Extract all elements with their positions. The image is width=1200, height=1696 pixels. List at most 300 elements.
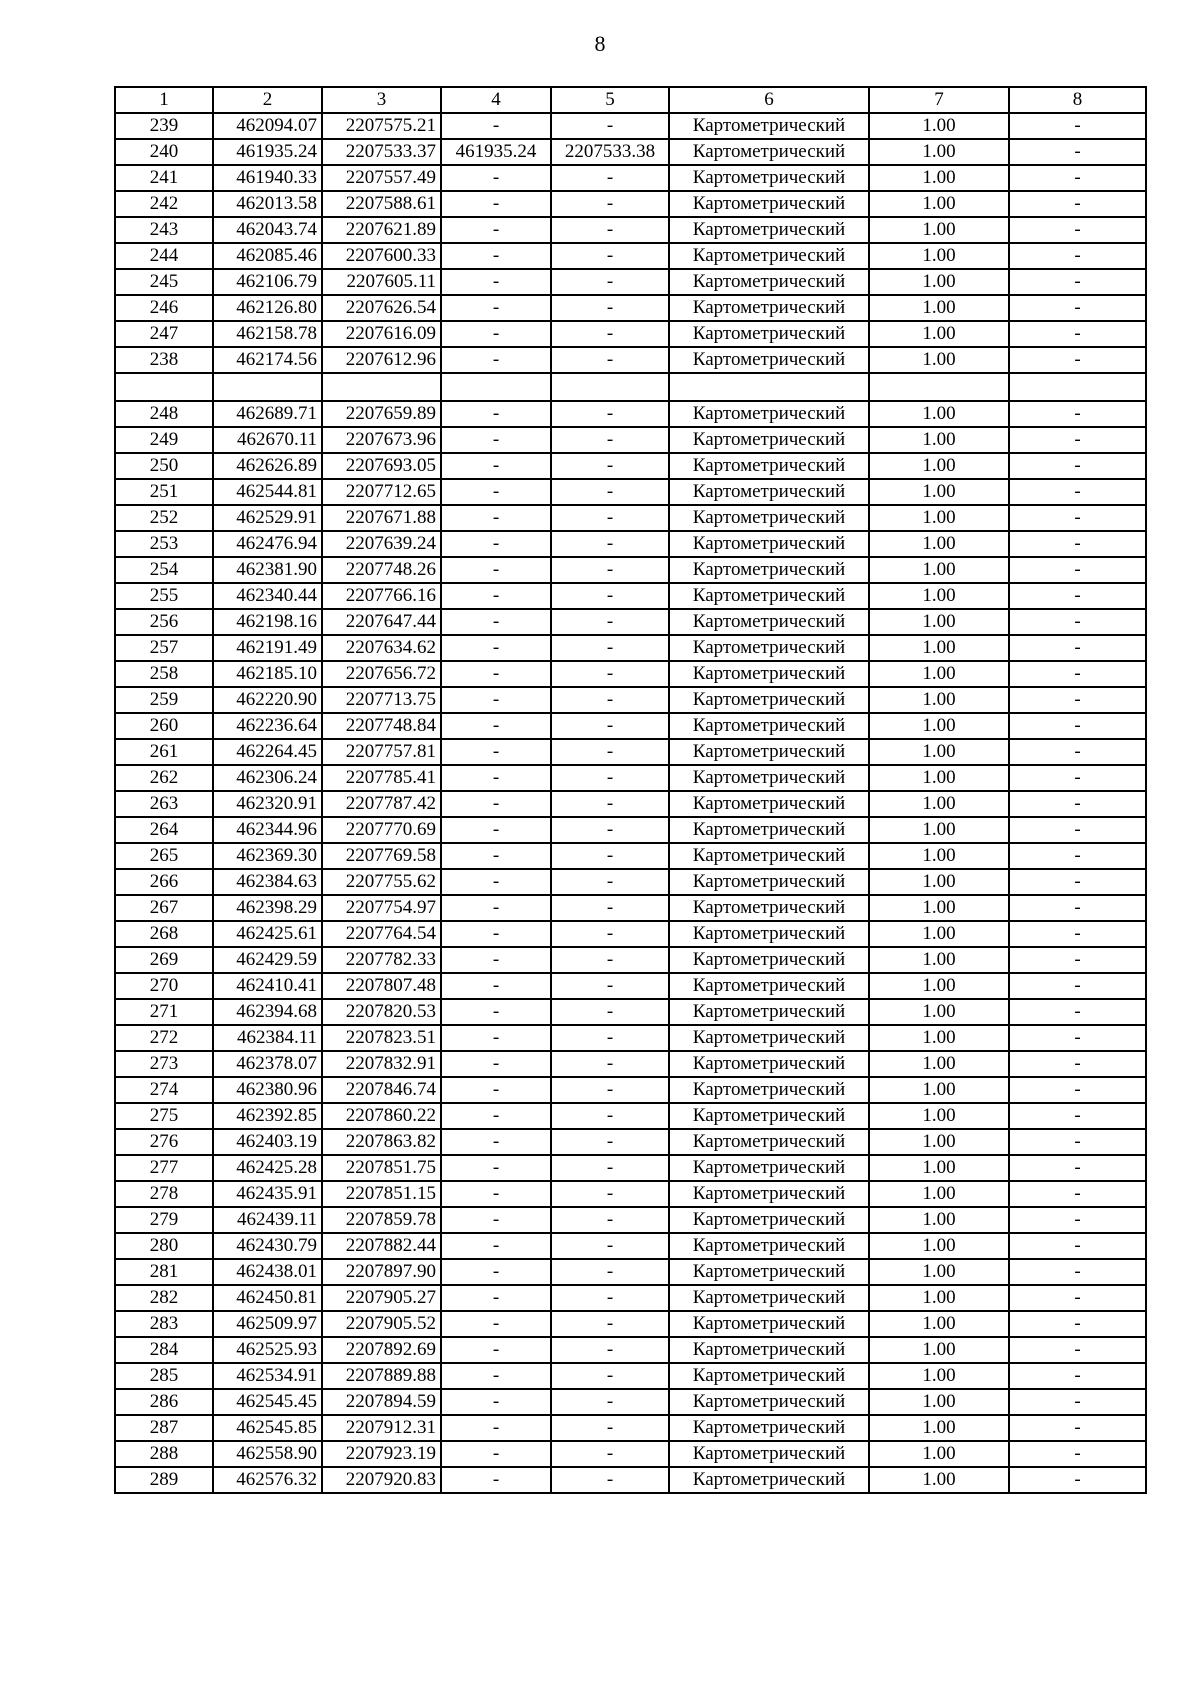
table-row [115,269,1146,295]
table-cell-col-5: - [551,505,669,531]
table-cell-col-3: 2207912.31 [322,1415,441,1441]
table-cell-col-6: Картометрический [669,1129,869,1155]
table-cell-col-5: - [551,243,669,269]
table-cell-col-6: Картометрический [669,1441,869,1467]
table-cell-col-3: 2207807.48 [322,973,441,999]
table-cell-col-4: - [441,1077,551,1103]
table-cell-col-7: 1.00 [869,295,1009,321]
table-cell-col-4: - [441,401,551,427]
table-cell-col-1: 285 [115,1363,213,1389]
table-cell-col-5: - [551,1337,669,1363]
table-cell-col-8: - [1009,531,1146,557]
column-header-4: 4 [441,87,551,113]
table-cell-col-1: 267 [115,895,213,921]
table-cell-col-6: Картометрический [669,453,869,479]
table-row [115,1259,1146,1285]
table-cell-col-2: 462106.79 [213,269,322,295]
table-row [115,869,1146,895]
table-cell-col-7: 1.00 [869,1337,1009,1363]
table-cell-col-5: - [551,661,669,687]
table-cell-col-5: - [551,713,669,739]
table-cell-col-8: - [1009,243,1146,269]
table-cell-col-1: 272 [115,1025,213,1051]
table-cell-col-6 [669,373,869,401]
table-cell-col-8: - [1009,973,1146,999]
table-cell-col-2: 462394.68 [213,999,322,1025]
table-cell-col-8: - [1009,217,1146,243]
table-cell-col-5: - [551,791,669,817]
table-cell-col-7: 1.00 [869,1025,1009,1051]
table-cell-col-1: 242 [115,191,213,217]
table-cell-col-6: Картометрический [669,1337,869,1363]
table-cell-col-6: Картометрический [669,895,869,921]
table-cell-col-5: - [551,347,669,373]
table-cell-col-6: Картометрический [669,243,869,269]
table-cell-col-2: 462191.49 [213,635,322,661]
table-cell-col-8: - [1009,1467,1146,1493]
table-cell-col-4: - [441,557,551,583]
column-header-7: 7 [869,87,1009,113]
table-row [115,479,1146,505]
table-cell-col-4: - [441,165,551,191]
table-cell-col-1: 262 [115,765,213,791]
table-row [115,1311,1146,1337]
table-cell-col-6: Картометрический [669,947,869,973]
table-row [115,427,1146,453]
column-header-8: 8 [1009,87,1146,113]
table-cell-col-8: - [1009,1363,1146,1389]
table-cell-col-7 [869,373,1009,401]
table-cell-col-3: 2207764.54 [322,921,441,947]
table-cell-col-2: 462320.91 [213,791,322,817]
table-cell-col-1: 240 [115,139,213,165]
column-header-6: 6 [669,87,869,113]
table-cell-col-2: 462626.89 [213,453,322,479]
table-cell-col-6: Картометрический [669,713,869,739]
table-row [115,1337,1146,1363]
table-cell-col-6: Картометрический [669,869,869,895]
table-cell-col-4: - [441,347,551,373]
table-cell-col-7: 1.00 [869,401,1009,427]
table-cell-col-6: Картометрический [669,999,869,1025]
table-cell-col-4: - [441,791,551,817]
table-cell-col-2: 462545.45 [213,1389,322,1415]
table-row [115,921,1146,947]
table-cell-col-5: - [551,999,669,1025]
table-cell-col-3: 2207757.81 [322,739,441,765]
table-cell-col-4: - [441,1103,551,1129]
table-cell-col-8: - [1009,1077,1146,1103]
table-cell-col-7: 1.00 [869,817,1009,843]
table-cell-col-3: 2207782.33 [322,947,441,973]
table-cell-col-6: Картометрический [669,843,869,869]
table-cell-col-8: - [1009,661,1146,687]
table-cell-col-4: - [441,217,551,243]
table-cell-col-1: 253 [115,531,213,557]
table-cell-col-8: - [1009,479,1146,505]
table-row [115,791,1146,817]
table-cell-col-5: - [551,479,669,505]
table-cell-col-2: 462094.07 [213,113,322,139]
table-cell-col-6: Картометрический [669,1181,869,1207]
table-cell-col-3: 2207882.44 [322,1233,441,1259]
table-cell-col-2: 462236.64 [213,713,322,739]
table-cell-col-1: 268 [115,921,213,947]
table-cell-col-2: 462384.63 [213,869,322,895]
table-cell-col-7: 1.00 [869,1103,1009,1129]
table-cell-col-2: 462529.91 [213,505,322,531]
table-cell-col-6: Картометрический [669,661,869,687]
table-cell-col-7: 1.00 [869,1129,1009,1155]
table-cell-col-5: - [551,1181,669,1207]
table-cell-col-3: 2207712.65 [322,479,441,505]
table-cell-col-4: - [441,1441,551,1467]
table-cell-col-5: 2207533.38 [551,139,669,165]
table-cell-col-7: 1.00 [869,1389,1009,1415]
table-cell-col-1: 243 [115,217,213,243]
coordinates-table [114,86,1147,1494]
table-cell-col-4: - [441,817,551,843]
table-cell-col-8: - [1009,1337,1146,1363]
table-cell-col-3: 2207754.97 [322,895,441,921]
table-cell-col-4: - [441,1467,551,1493]
table-cell-col-1: 260 [115,713,213,739]
table-cell-col-4: - [441,999,551,1025]
table-cell-col-7: 1.00 [869,505,1009,531]
table-cell-col-2: 461940.33 [213,165,322,191]
table-cell-col-6: Картометрический [669,1467,869,1493]
table-cell-col-3: 2207905.27 [322,1285,441,1311]
table-cell-col-6: Картометрический [669,1363,869,1389]
table-cell-col-1: 255 [115,583,213,609]
table-cell-col-8: - [1009,1181,1146,1207]
table-row [115,609,1146,635]
table-cell-col-6: Картометрический [669,191,869,217]
table-cell-col-4: - [441,765,551,791]
column-header-1: 1 [115,87,213,113]
table-cell-col-1: 280 [115,1233,213,1259]
table-cell-col-2: 462398.29 [213,895,322,921]
table-cell-col-3: 2207859.78 [322,1207,441,1233]
table-cell-col-5: - [551,295,669,321]
table-cell-col-1: 273 [115,1051,213,1077]
table-cell-col-7: 1.00 [869,1363,1009,1389]
table-cell-col-8: - [1009,843,1146,869]
table-cell-col-6: Картометрический [669,113,869,139]
table-cell-col-3: 2207605.11 [322,269,441,295]
table-cell-col-6: Картометрический [669,687,869,713]
table-row [115,1285,1146,1311]
table-cell-col-6: Картометрический [669,921,869,947]
table-cell-col-2: 462306.24 [213,765,322,791]
table-cell-col-2: 462198.16 [213,609,322,635]
table-cell-col-4: - [441,1415,551,1441]
table-cell-col-7: 1.00 [869,895,1009,921]
table-cell-col-1: 269 [115,947,213,973]
table-cell-col-1: 241 [115,165,213,191]
table-cell-col-7: 1.00 [869,139,1009,165]
table-cell-col-5: - [551,765,669,791]
table-cell-col-5: - [551,1129,669,1155]
table-cell-col-7: 1.00 [869,1077,1009,1103]
table-cell-col-3: 2207671.88 [322,505,441,531]
table-cell-col-2: 462425.61 [213,921,322,947]
table-cell-col-3: 2207755.62 [322,869,441,895]
table-cell-col-2: 462344.96 [213,817,322,843]
table-cell-col-4: - [441,1285,551,1311]
table-cell-col-7: 1.00 [869,165,1009,191]
table-cell-col-3: 2207785.41 [322,765,441,791]
table-cell-col-3: 2207863.82 [322,1129,441,1155]
table-cell-col-3: 2207612.96 [322,347,441,373]
table-row [115,947,1146,973]
table-cell-col-3: 2207897.90 [322,1259,441,1285]
table-cell-col-4: 461935.24 [441,139,551,165]
table-cell-col-1: 284 [115,1337,213,1363]
table-row [115,217,1146,243]
table-cell-col-7: 1.00 [869,1233,1009,1259]
table-cell-col-3: 2207770.69 [322,817,441,843]
table-cell-col-3: 2207860.22 [322,1103,441,1129]
table-cell-col-1: 244 [115,243,213,269]
table-cell-col-7: 1.00 [869,1051,1009,1077]
table-cell-col-7: 1.00 [869,635,1009,661]
table-cell-col-4: - [441,269,551,295]
table-cell-col-7: 1.00 [869,973,1009,999]
table-cell-col-3: 2207600.33 [322,243,441,269]
table-cell-col-5: - [551,321,669,347]
table-cell-col-8: - [1009,609,1146,635]
table-cell-col-6: Картометрический [669,739,869,765]
table-cell-col-7: 1.00 [869,791,1009,817]
table-row [115,1077,1146,1103]
table-cell-col-2: 462185.10 [213,661,322,687]
table-cell-col-7: 1.00 [869,1259,1009,1285]
table-cell-col-5: - [551,921,669,947]
table-cell-col-2 [213,373,322,401]
table-cell-col-7: 1.00 [869,321,1009,347]
table-cell-col-3: 2207920.83 [322,1467,441,1493]
table-cell-col-1: 281 [115,1259,213,1285]
table-cell-col-3: 2207748.26 [322,557,441,583]
table-cell-col-1: 270 [115,973,213,999]
table-cell-col-1: 251 [115,479,213,505]
table-cell-col-7: 1.00 [869,609,1009,635]
table-cell-col-5: - [551,1311,669,1337]
table-cell-col-7: 1.00 [869,687,1009,713]
table-cell-col-1: 259 [115,687,213,713]
table-cell-col-2: 462509.97 [213,1311,322,1337]
table-row [115,713,1146,739]
table-cell-col-6: Картометрический [669,531,869,557]
table-cell-col-7: 1.00 [869,1415,1009,1441]
table-cell-col-8: - [1009,453,1146,479]
table-cell-col-3: 2207713.75 [322,687,441,713]
table-cell-col-3: 2207673.96 [322,427,441,453]
table-cell-col-1: 275 [115,1103,213,1129]
table-cell-col-6: Картометрический [669,817,869,843]
table-cell-col-3: 2207693.05 [322,453,441,479]
table-cell-col-6: Картометрический [669,347,869,373]
table-cell-col-7: 1.00 [869,739,1009,765]
table-cell-col-5: - [551,1103,669,1129]
table-cell-col-2: 462403.19 [213,1129,322,1155]
table-cell-col-5: - [551,1051,669,1077]
table-cell-col-5: - [551,1415,669,1441]
table-cell-col-2: 462340.44 [213,583,322,609]
table-cell-col-7: 1.00 [869,347,1009,373]
table-cell-col-7: 1.00 [869,191,1009,217]
table-cell-col-7: 1.00 [869,869,1009,895]
table-cell-col-1: 277 [115,1155,213,1181]
table-cell-col-1: 286 [115,1389,213,1415]
table-cell-col-7: 1.00 [869,1207,1009,1233]
table-row [115,895,1146,921]
table-cell-col-4: - [441,191,551,217]
table-cell-col-8: - [1009,869,1146,895]
table-cell-col-4: - [441,1233,551,1259]
table-cell-col-7: 1.00 [869,843,1009,869]
table-cell-col-4: - [441,453,551,479]
table-cell-col-8: - [1009,687,1146,713]
table-cell-col-3: 2207616.09 [322,321,441,347]
table-cell-col-6: Картометрический [669,1155,869,1181]
table-cell-col-3: 2207639.24 [322,531,441,557]
table-cell-col-2: 462576.32 [213,1467,322,1493]
table-row [115,999,1146,1025]
table-cell-col-2: 462689.71 [213,401,322,427]
table-cell-col-2: 462043.74 [213,217,322,243]
table-row [115,973,1146,999]
table-cell-col-7: 1.00 [869,713,1009,739]
table-cell-col-2: 462369.30 [213,843,322,869]
table-cell-col-2: 462435.91 [213,1181,322,1207]
table-cell-col-8: - [1009,1025,1146,1051]
table-cell-col-1: 239 [115,113,213,139]
table-cell-col-4: - [441,1311,551,1337]
table-cell-col-6: Картометрический [669,217,869,243]
table-cell-col-6: Картометрический [669,1103,869,1129]
table-cell-col-8: - [1009,1233,1146,1259]
table-cell-col-4: - [441,295,551,321]
table-row [115,505,1146,531]
table-cell-col-7: 1.00 [869,1181,1009,1207]
table-cell-col-1: 245 [115,269,213,295]
table-cell-col-6: Картометрический [669,609,869,635]
table-cell-col-8: - [1009,1415,1146,1441]
table-cell-col-6: Картометрический [669,269,869,295]
page-number: 8 [594,31,606,56]
table-cell-col-5: - [551,739,669,765]
table-cell-col-8: - [1009,921,1146,947]
table-cell-col-1: 256 [115,609,213,635]
table-cell-col-4: - [441,1389,551,1415]
table-cell-col-8: - [1009,1441,1146,1467]
table-cell-col-3: 2207894.59 [322,1389,441,1415]
table-cell-col-8: - [1009,269,1146,295]
table-cell-col-2: 462378.07 [213,1051,322,1077]
table-cell-col-7: 1.00 [869,1155,1009,1181]
table-cell-col-7: 1.00 [869,243,1009,269]
table-row [115,295,1146,321]
table-cell-col-5: - [551,1155,669,1181]
table-cell-col-4: - [441,609,551,635]
table-cell-col-8: - [1009,1389,1146,1415]
table-cell-col-2: 462670.11 [213,427,322,453]
table-cell-col-1: 246 [115,295,213,321]
table-cell-col-3: 2207557.49 [322,165,441,191]
table-cell-col-5: - [551,557,669,583]
table-cell-col-2: 462425.28 [213,1155,322,1181]
table-cell-col-5: - [551,895,669,921]
table-row [115,453,1146,479]
table-cell-col-1: 252 [115,505,213,531]
table-cell-col-3: 2207533.37 [322,139,441,165]
table-row [115,1051,1146,1077]
table-cell-col-8: - [1009,765,1146,791]
table-cell-col-4: - [441,531,551,557]
table-cell-col-5: - [551,635,669,661]
table-cell-col-1: 283 [115,1311,213,1337]
table-cell-col-8: - [1009,139,1146,165]
table-cell-col-5: - [551,1441,669,1467]
table-cell-col-1: 289 [115,1467,213,1493]
table-row [115,557,1146,583]
table-cell-col-2: 462384.11 [213,1025,322,1051]
table-cell-col-3: 2207820.53 [322,999,441,1025]
table-cell-col-6: Картометрический [669,505,869,531]
table-cell-col-1: 264 [115,817,213,843]
table-cell-col-4: - [441,583,551,609]
table-row [115,243,1146,269]
table-cell-col-5: - [551,1259,669,1285]
table-cell-col-8: - [1009,1129,1146,1155]
table-row [115,1103,1146,1129]
table-cell-col-5: - [551,165,669,191]
table-cell-col-4: - [441,505,551,531]
table-cell-col-6: Картометрический [669,1233,869,1259]
table-cell-col-3: 2207766.16 [322,583,441,609]
table-cell-col-5: - [551,113,669,139]
table-row [115,139,1146,165]
table-cell-col-6: Картометрический [669,1415,869,1441]
table-row [115,661,1146,687]
table-cell-col-7: 1.00 [869,661,1009,687]
table-row [115,165,1146,191]
table-cell-col-4: - [441,1337,551,1363]
table-row [115,401,1146,427]
table-cell-col-3: 2207787.42 [322,791,441,817]
table-cell-col-5: - [551,1207,669,1233]
table-row [115,191,1146,217]
table-cell-col-7: 1.00 [869,947,1009,973]
table-cell-col-1: 261 [115,739,213,765]
table-cell-col-3: 2207634.62 [322,635,441,661]
table-cell-col-2: 462381.90 [213,557,322,583]
table-cell-col-6: Картометрический [669,427,869,453]
table-cell-col-2: 462525.93 [213,1337,322,1363]
table-cell-col-7: 1.00 [869,557,1009,583]
table-cell-col-8: - [1009,165,1146,191]
table-cell-col-4: - [441,479,551,505]
column-header-3: 3 [322,87,441,113]
table-cell-col-6: Картометрический [669,295,869,321]
table-cell-col-6: Картометрический [669,1259,869,1285]
table-cell-col-5: - [551,1025,669,1051]
table-cell-col-2: 462174.56 [213,347,322,373]
table-cell-col-5: - [551,869,669,895]
table-cell-col-6: Картометрический [669,479,869,505]
